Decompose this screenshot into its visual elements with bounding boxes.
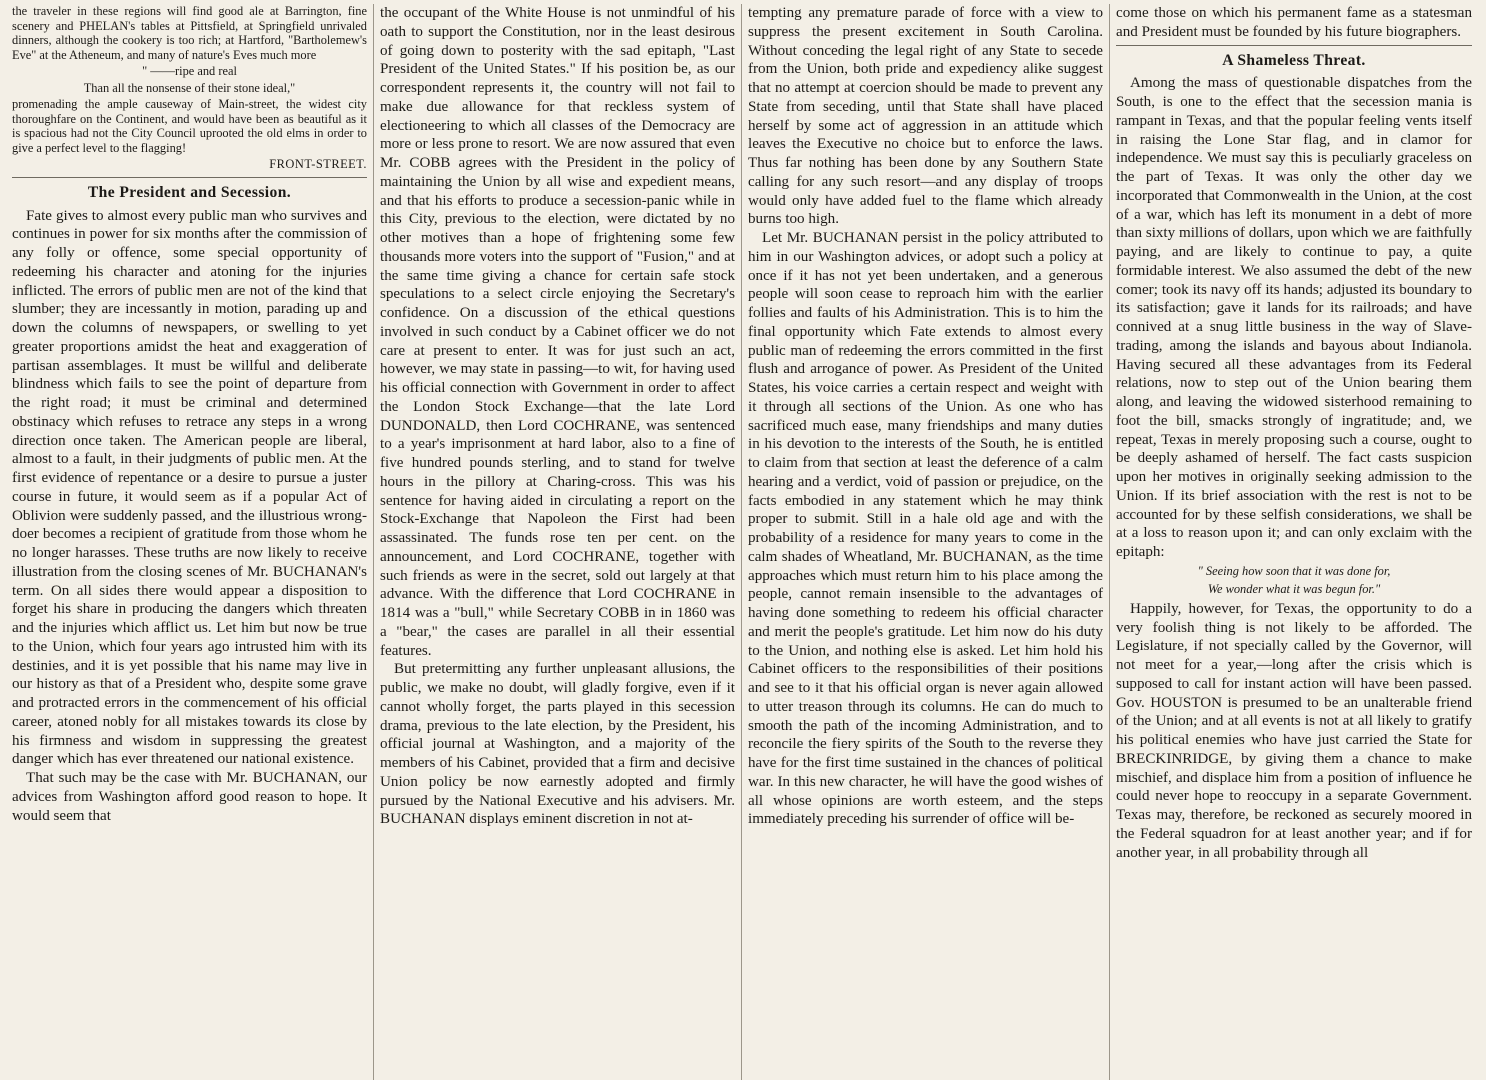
verse-line: " ——ripe and real xyxy=(142,64,237,78)
epitaph-quote-line: We wonder what it was begun for." xyxy=(1207,581,1381,596)
column-4 xyxy=(1110,4,1478,1080)
article-paragraph: come those on which his permanent fame as a statesman and President must be founded by his future biographers. xyxy=(1116,5,1472,40)
epitaph-quote-line: " Seeing how soon that it was done for, xyxy=(1197,563,1391,578)
article-paragraph: Fate gives to almost every public man who survives and continues in power for six months after the commission of any folly or offence, some special opportunity of redeeming his character and atoning for the injuries inflicted. The errors of public men are not of the kind that slumber; they are incessantly in motion, parading up and down the columns of newspapers, or swelling to yet greater proportions amidst the heat and exaggeration of partisan assemblages. It must be willful and deliberate blindness which fails to see the point of departure from the right road; it must be criminal and determined obstinacy which refuses to retrace any steps in a wrong direction once taken. The American people are liberal, almost to a fault, in their judgments of public men. At the first evidence of repentance or a desire to pursue a juster course in future, it would seem as if a popular Act of Oblivion were suddenly passed, and the illustrious wrong-doer becomes a recipient of gratitude from those whom he no longer harasses. These truths are now likely to receive illustration from the closing scenes of Mr. BUCHANAN's term. On all sides there would appear a disposition to forget his share in producing the dangers which threaten and the injuries which afflict us. Let him but now be true to the Union, which four years ago intrusted him with its destinies, and it is yet possible that his name may live in our history as that of a President who, despite some grave and protracted errors in the commencement of his official career, atoned nobly for all mistakes towards its close by his firmness and wisdom in suppressing the greatest danger which has ever threatened our national existence. xyxy=(12,207,367,768)
column-2 xyxy=(374,4,742,1080)
article-paragraph: Among the mass of questionable dispatches from the South, is one to the effect that the secession mania is rampant in Texas, and that the popular feeling vents itself in raising the Lone Star flag, and in clamor for independence. We must say this is peculiarly graceless on the part of Texas. It was only the other day we incorporated that Commonwealth in the Union, at the cost of a war, which has left its monument in a debt of more than sixty millions of dollars, upon which we are faithfully paying, and are likely to continue to pay, a quite formidable interest. We also assumed the debt of the new comer; took its navy off its hands; adjusted its boundary to its satisfaction; gave it lands for its railroads; and have connived at a snug little business in the way of Slave-trading, among the islands and bayous about Indianola. Having secured all these advantages from its Federal relations, now to step out of the Union bearing them along, and leaving the widowed sisterhood remaining to foot the bill, smacks strongly of ingratitude; and, we repeat, Texas in merely proposing such a course, ought to be deeply ashamed of herself. The fact casts suspicion upon her motives in originally seeking admission to the Union. If its brief association with the rest is not to be accounted for by these selfish considerations, we shall be at a loss to reason upon it; and can only exclaim with the epitaph: xyxy=(1116,75,1472,560)
fragment-paragraph: the traveler in these regions will find good ale at Barrington, fine scenery and PHELAN's tables at Pittsfield, at Springfield unrivaled dinners, although the cookery is too rich; at Hartford, "Bartholemew's Eve" at the Atheneum, and many of nature's Eves much more xyxy=(12,4,367,62)
verse-line: Than all the nonsense of their stone ideal," xyxy=(83,80,296,95)
article-paragraph: Happily, however, for Texas, the opportunity to do a very foolish thing is not likely to be afforded. The Legislature, if not specially called by the Governor, will not meet for a year,—long after the crisis which is supposed to call for instant action will have been passed. Gov. HOUSTON is presumed to be an unalterable friend of the Union; and at all events is not at all likely to gratify his political enemies who have just carried the State for BRECKINRIDGE, by giving them a chance to make mischief, and displace him from a position of influence he could never hope to reoccupy in a separate Government. Texas may, therefore, be reckoned as securely moored in the Federal squadron for at least another year; and if for another year, in all probability through all xyxy=(1116,600,1472,861)
divider-rule xyxy=(1116,45,1472,46)
column-3 xyxy=(742,4,1110,1080)
fragment-paragraph: promenading the ample causeway of Main-street, the widest city thoroughfare on the Continent, and would have been as beautiful as it is spacious had not the City Council uprooted the old elms in order to give a perfect level to the flagging! xyxy=(12,97,367,155)
article-paragraph: the occupant of the White House is not unmindful of his oath to support the Constitution, nor in the least desirous of going down to posterity with the sad epitaph, "Last President of the United States." If his position be, as our correspondent represents it, the country will not fail to make due allowance for that reckless system of electioneering to which all classes of the Democracy are more or less prone to resort. We are now assured that even Mr. COBB agrees with the President in the policy of maintaining the Union by all wise and expedient means, and that his efforts to produce a secession-panic while in this City, previous to the election, were dictated by no other motives than a hope of frightening some few thousands more voters into the support of "Fusion," and at the same time giving a chance for certain safe stock speculations to a select circle enjoying the Secretary's confidence. On a discussion of the ethical questions involved in such conduct by a Cabinet officer we do not care at present to enter. It was for just such an act, however, we may state in passing—to wit, for having used his official connection with Government in order to affect the London Stock Exchange—that the late Lord DUNDONALD, then Lord COCHRANE, was sentenced to a year's imprisonment at hard labor, also to a fine of five hundred pounds sterling, and to stand for twelve hours in the pillory at Charing-cross. This was his sentence for having aided in circulating a report on the Stock-Exchange that Napoleon the First had been assassinated. The funds rose ten per cent. on the announcement, and Lord COCHRANE, together with such friends as were in the secret, sold out largely at that advance. With the difference that Lord COCHRANE in 1814 was a "bull," while Secretary COBB in in 1860 was a "bear," the cases are parallel in all their essential features. xyxy=(380,5,735,659)
column-1 xyxy=(6,4,374,1080)
article-paragraph: But pretermitting any further unpleasant allusions, the public, we make no doubt, will gladly forgive, even if it cannot wholly forget, the parts played in this secession drama, previous to the late election, by the President, his official journal at Washington, and a majority of the members of his Cabinet, provided that a firm and decisive Union policy be now earnestly adopted and firmly pursued by the National Executive and his advisers. Mr. BUCHANAN displays eminent discretion in not at- xyxy=(380,661,735,828)
article-paragraph: Let Mr. BUCHANAN persist in the policy attributed to him in our Washington advices, or adopt such a policy at once if it has not yet been undertaken, and a generous people will soon cease to reproach him with the earlier follies and faults of his Administration. This is to him the final opportunity which Fate extends to almost every public man of redeeming the errors committed in the first flush and arrogance of power. As President of the United States, his voice carries a certain respect and weight with it through all sections of the Union. As one who has sacrificed much ease, many friendships and many duties in his devotion to the interests of the South, he is entitled to claim from that section at least the deference of a calm hearing and a verdict, void of passion or prejudice, on the facts embodied in any statement which he may think proper to submit. Still in a hale old age and with the probability of a residence for many years to come in the calm shades of Wheatland, Mr. BUCHANAN, as the time approaches which must return him to his place among the people, cannot remain insensible to the advantages of having done something to redeem his official character and merit the people's gratitude. Let him now do his duty to the Union, and nothing else is asked. Let him hold his Cabinet officers to the responsibilities of their positions and see to it that his official organ is never again allowed to utter treason through its columns. He can do much to smooth the path of the incoming Administration, and to reconcile the fiery spirits of the South to the reverse they have for the first time sustained in the chances of political war. In this new character, he will have the good wishes of all whose opinions are worth esteem, and the steps immediately preceding his surrender of office will be- xyxy=(748,230,1103,828)
article-paragraph: tempting any premature parade of force with a view to suppress the present excitement in South Carolina. Without conceding the legal right of any State to secede from the Union, both pride and expediency alike suggest that no attempt at coercion should be made to prevent any State from seceding, until that State shall have placed herself by some act of aggression in an attitude which leaves the Executive no choice but to enforce the laws. Thus far nothing has been done by any Southern State calling for any such resort—and any display of troops would only have added fuel to the flame which already burns too high. xyxy=(748,5,1103,228)
article-heading: The President and Secession. xyxy=(87,183,292,201)
signature: FRONT-STREET. xyxy=(269,157,367,171)
article-paragraph: That such may be the case with Mr. BUCHANAN, our advices from Washington afford good reason to hope. It would seem that xyxy=(12,770,367,824)
divider-rule xyxy=(12,177,367,178)
article-heading: A Shameless Threat. xyxy=(1222,51,1366,69)
